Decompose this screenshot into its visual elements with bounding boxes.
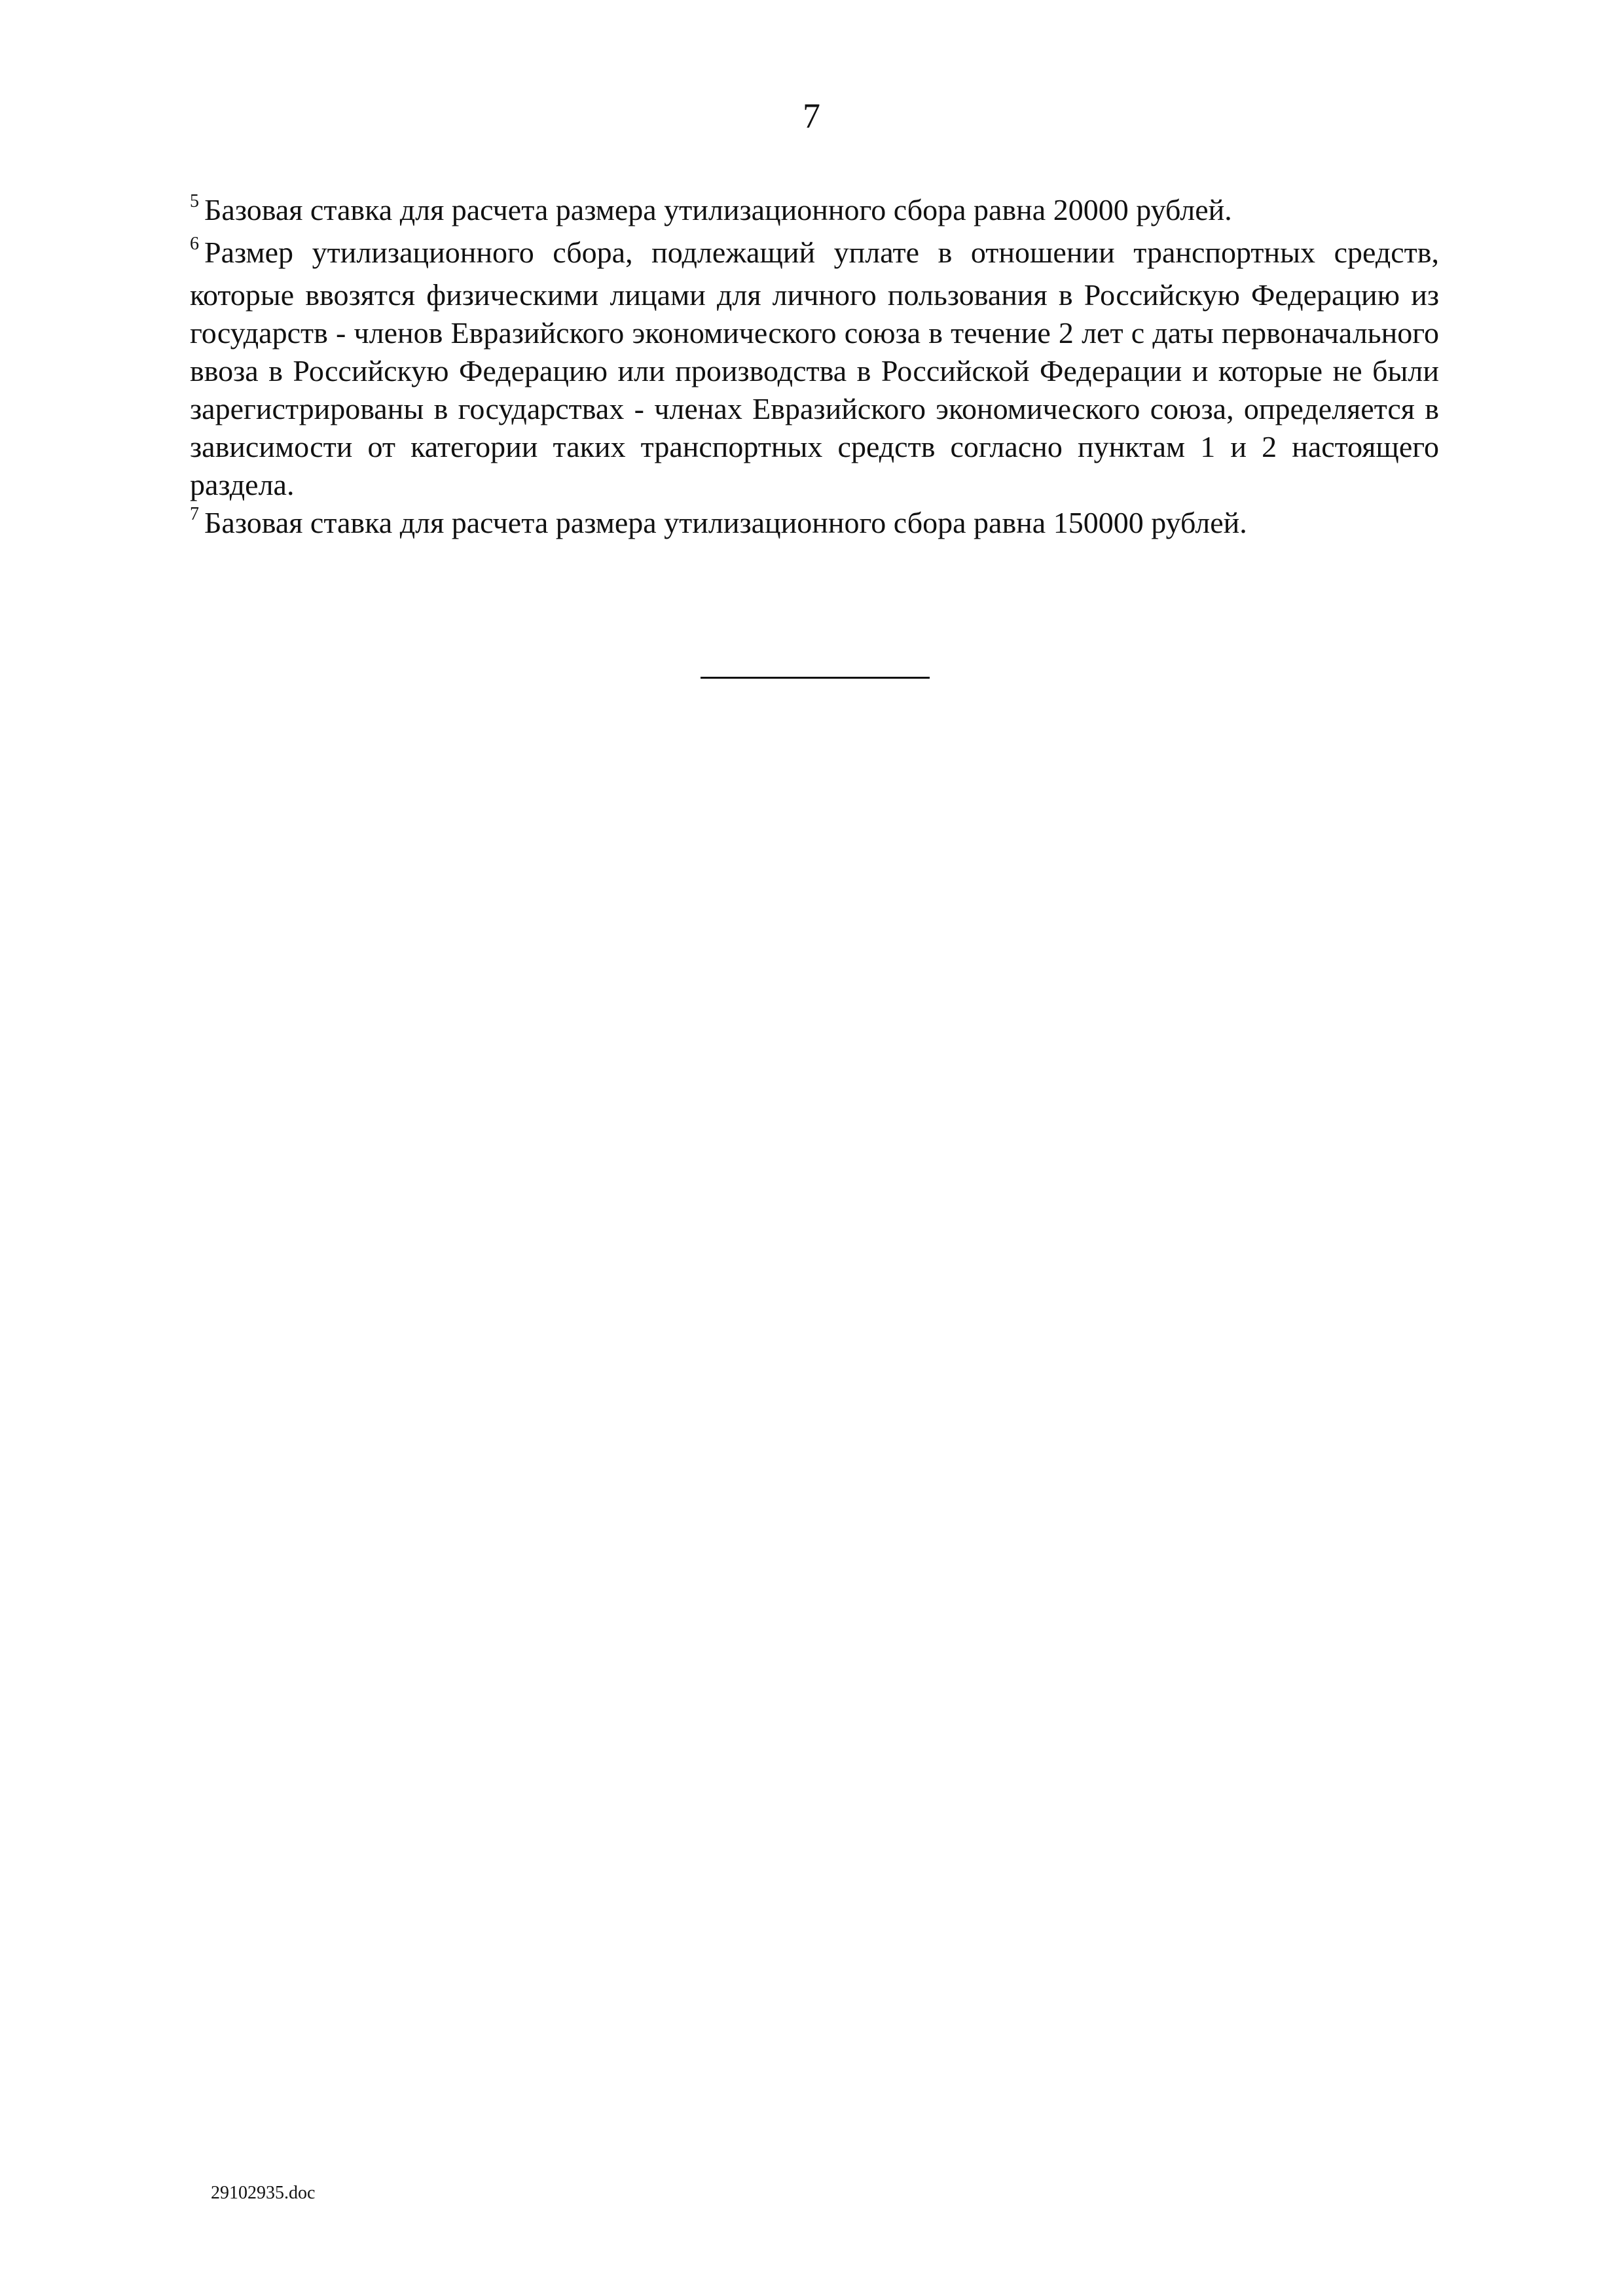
- footnote-6: [190, 234, 1439, 504]
- footnote-mark: 5: [190, 191, 199, 211]
- footnote-text: Размер утилизационного сбора, подлежащий уплате в отношении транспортных средств, которые ввозятся физическими лицами для личного пользования в Российскую Федерацию из государств - членов Евразийского экономического союза в течение 2 лет с даты первоначального ввоза в Российскую Федерацию или производства в Российской Федерации и которые не были зарегистрированы в государствах - членах Евразийского экономического союза, определяется в зависимости от категории таких транспортных средств согласно пунктам 1 и 2 настоящего раздела.: [190, 236, 1439, 501]
- document-id: 29102935.doc: [211, 2183, 316, 2203]
- end-separator-line: [701, 677, 930, 679]
- footnotes-block: [190, 191, 1439, 547]
- footnote-mark: 6: [190, 234, 199, 254]
- footnote-text: Базовая ставка для расчета размера утилизационного сбора равна 150000 рублей.: [204, 506, 1247, 539]
- footnote-text: Базовая ставка для расчета размера утилизационного сбора равна 20000 рублей.: [204, 193, 1232, 226]
- footnote-7: [190, 504, 1439, 547]
- page-number: 7: [803, 96, 820, 135]
- footnote-5: [190, 191, 1439, 234]
- footnote-mark: 7: [190, 504, 199, 524]
